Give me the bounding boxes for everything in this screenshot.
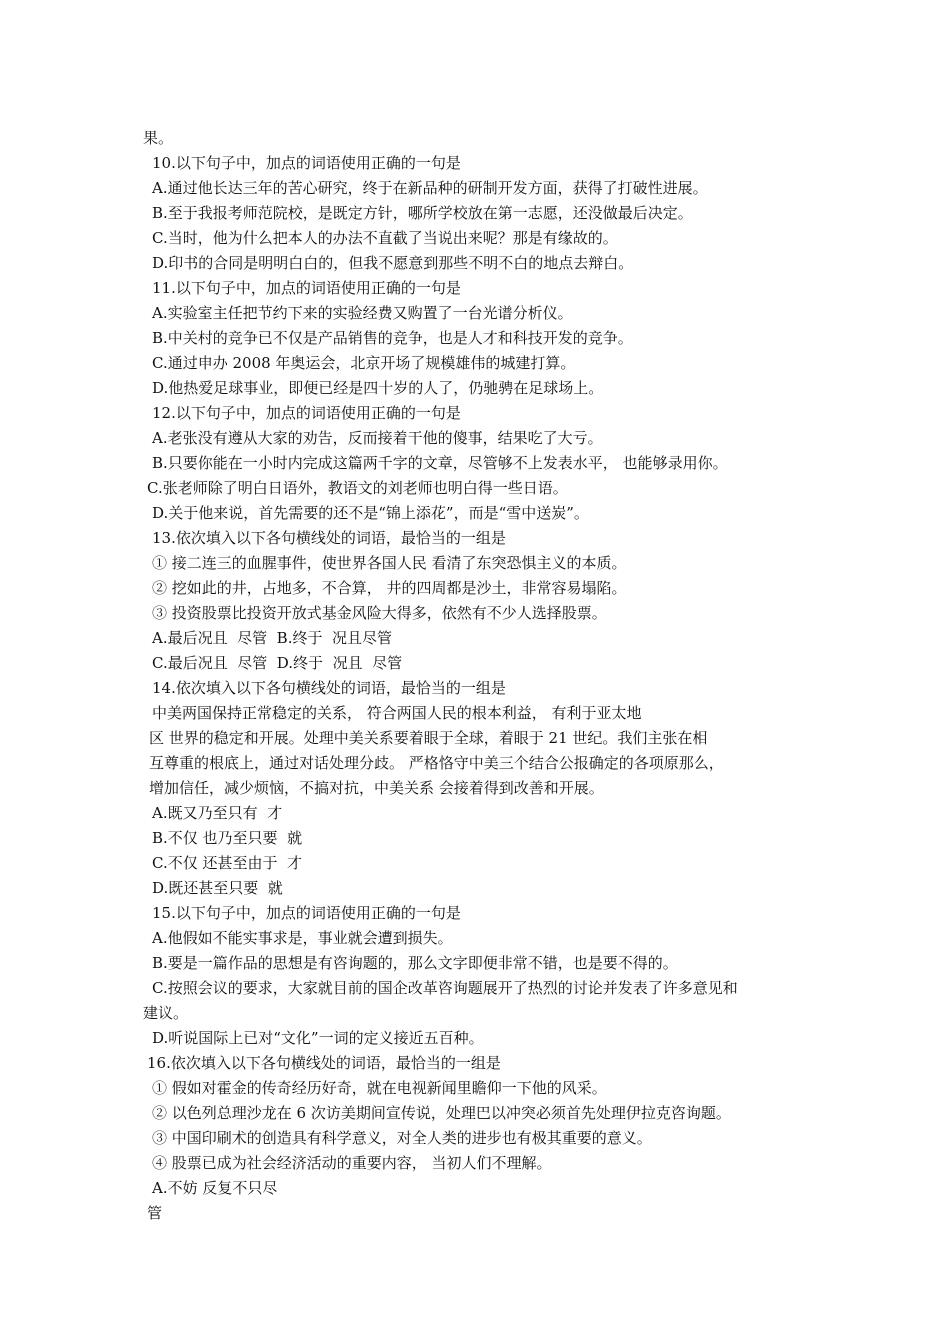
question-14-stem: 14.依次填入以下各句横线处的词语，最恰当的一组是 (152, 679, 506, 697)
question-13-options-cd: C.最后况且 尽管 D.终于 况且 尽管 (152, 654, 403, 672)
question-14-passage-line-2: 区 世界的稳定和开展。处理中美关系要着眼于全球，着眼于 21 世纪。我们主张在相 (149, 729, 708, 747)
question-16-stem: 16.依次填入以下各句横线处的词语，最恰当的一组是 (147, 1054, 501, 1072)
question-11-option-a: A.实验室主任把节约下来的实验经费又购置了一台光谱分析仪。 (152, 304, 573, 322)
question-12-option-c: C.张老师除了明白日语外，教语文的刘老师也明白得一些日语。 (147, 479, 568, 497)
question-15-stem: 15.以下句子中，加点的词语使用正确的一句是 (152, 904, 461, 922)
question-12-option-b: B.只要你能在一小时内完成这篇两千字的文章，尽管够不上发表水平， 也能够录用你。 (152, 454, 728, 472)
question-12-stem: 12.以下句子中，加点的词语使用正确的一句是 (152, 404, 461, 422)
question-10-option-a: A.通过他长达三年的苦心研究，终于在新品种的研制开发方面，获得了打破性进展。 (152, 179, 708, 197)
question-16-option-a: A.不妨 反复不只尽 (152, 1179, 278, 1197)
question-16-sentence-1: ① 假如对霍金的传奇经历好奇，就在电视新闻里瞻仰一下他的风采。 (152, 1079, 607, 1097)
question-16-sentence-3: ③ 中国印刷术的创造具有科学意义，对全人类的进步也有极其重要的意义。 (152, 1129, 652, 1147)
question-15-option-d: D.听说国际上已对“文化”一词的定义接近五百种。 (152, 1029, 484, 1047)
question-14-option-c: C.不仅 还甚至由于 才 (152, 854, 303, 872)
question-11-option-c: C.通过申办 2008 年奥运会，北京开场了规模雄伟的城建打算。 (152, 354, 576, 372)
question-15-option-c-continued: 建议。 (143, 1004, 189, 1022)
question-15-option-b: B.要是一篇作品的思想是有咨询题的，那么文字即便非常不错，也是要不得的。 (152, 954, 678, 972)
question-12-option-a: A.老张没有遵从大家的劝告，反而接着干他的傻事，结果吃了大亏。 (152, 429, 603, 447)
question-14-option-a: A.既又乃至只有 才 (152, 804, 283, 822)
question-10-option-c: C.当时，他为什么把本人的办法不直截了当说出来呢？那是有缘故的。 (152, 229, 618, 247)
question-13-sentence-3: ③ 投资股票比投资开放式基金风险大得多，依然有不少人选择股票。 (152, 604, 607, 622)
question-13-options-ab: A.最后况且 尽管 B.终于 况且尽管 (152, 629, 393, 647)
question-14-option-b: B.不仅 也乃至只要 就 (152, 829, 303, 847)
question-11-stem: 11.以下句子中，加点的词语使用正确的一句是 (152, 279, 461, 297)
question-15-option-a: A.他假如不能实事求是，事业就会遭到损失。 (152, 929, 453, 947)
question-14-passage-line-4: 增加信任，减少烦恼，不搞对抗，中美关系 会接着得到改善和开展。 (149, 779, 604, 797)
question-10-option-b: B.至于我报考师范院校，是既定方针，哪所学校放在第一志愿，还没做最后决定。 (152, 204, 693, 222)
question-13-sentence-1: ① 接二连三的血腥事件，使世界各国人民 看清了东突恐惧主义的本质。 (152, 554, 627, 572)
question-11-option-d: D.他热爱足球事业，即便已经是四十岁的人了，仍驰骋在足球场上。 (152, 379, 604, 397)
question-13-sentence-2: ② 挖如此的井，占地多，不合算， 井的四周都是沙土，非常容易塌陷。 (152, 579, 627, 597)
text-line: 果。 (143, 129, 174, 147)
question-14-passage-line-3: 互尊重的根底上，通过对话处理分歧。 严格恪守中美三个结合公报确定的各项原那么， (149, 754, 724, 772)
question-14-option-d: D.既还甚至只要 就 (152, 879, 283, 897)
question-14-passage-line-1: 中美两国保持正常稳定的关系， 符合两国人民的根本利益， 有利于亚太地 (152, 704, 642, 722)
question-12-option-d: D.关于他来说，首先需要的还不是“锦上添花”，而是“雪中送炭”。 (152, 504, 589, 522)
question-10-option-d: D.印书的合同是明明白白的，但我不愿意到那些不明不白的地点去辩白。 (152, 254, 634, 272)
question-16-option-a-continued: 管 (147, 1204, 163, 1222)
question-15-option-c: C.按照会议的要求，大家就目前的国企改革咨询题展开了热烈的讨论并发表了许多意见和 (152, 979, 738, 997)
question-13-stem: 13.依次填入以下各句横线处的词语，最恰当的一组是 (152, 529, 506, 547)
question-10-stem: 10.以下句子中，加点的词语使用正确的一句是 (152, 154, 461, 172)
question-16-sentence-4: ④ 股票已成为社会经济活动的重要内容， 当初人们不理解。 (152, 1154, 552, 1172)
question-16-sentence-2: ② 以色列总理沙龙在 6 次访美期间宣传说，处理巴以冲突必须首先处理伊拉克咨询题。 (152, 1104, 731, 1122)
question-11-option-b: B.中关村的竞争已不仅是产品销售的竞争，也是人才和科技开发的竞争。 (152, 329, 633, 347)
